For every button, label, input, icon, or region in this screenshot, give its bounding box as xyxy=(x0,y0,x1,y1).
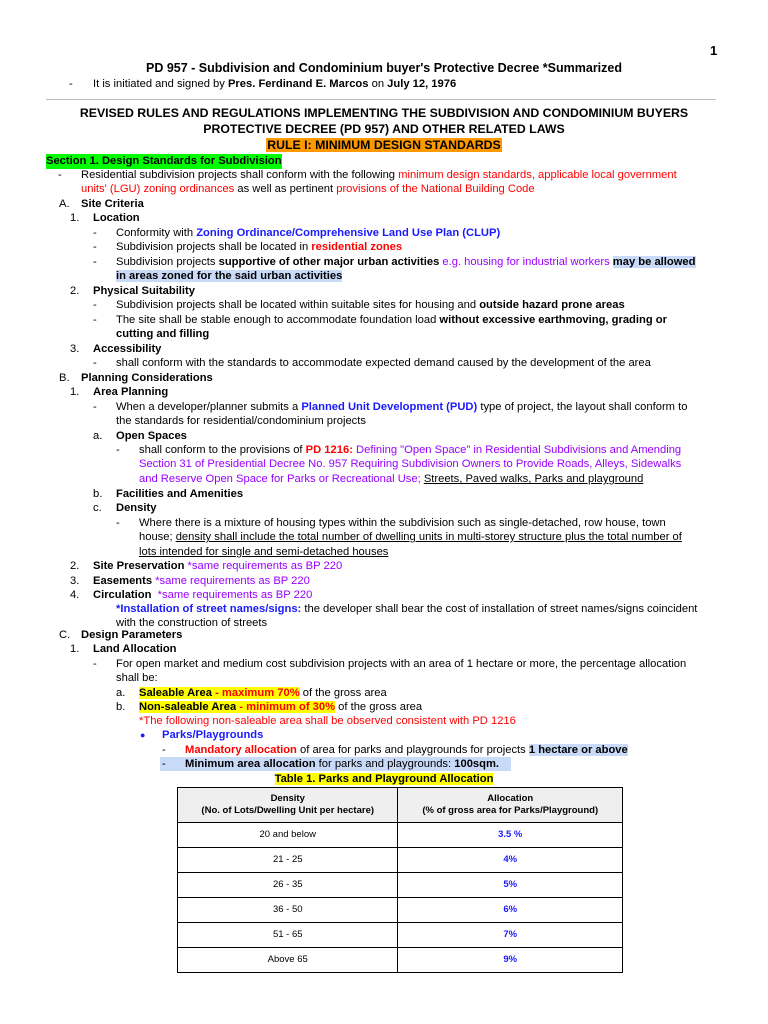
physical-suitability-heading: Physical Suitability xyxy=(93,285,195,297)
table-header-row xyxy=(178,788,623,823)
accessibility-heading: Accessibility xyxy=(93,343,162,355)
allocation-column-header: Allocation (% of gross area for Parks/Playground) xyxy=(398,788,623,823)
table-row xyxy=(178,923,623,948)
table-row xyxy=(178,873,623,898)
density-cell: 26 - 35 xyxy=(178,873,398,898)
heading-line-2: PROTECTIVE DECREE (PD 957) AND OTHER RELATED LAWS xyxy=(203,122,565,136)
bullet: - xyxy=(116,444,120,456)
label-3: 3. xyxy=(70,575,80,587)
section-1-heading: Section 1. Design Standards for Subdivision xyxy=(46,155,282,167)
allocation-cell: 9% xyxy=(398,948,623,973)
open-spaces-heading: Open Spaces xyxy=(116,430,187,442)
parks-item-1: Mandatory allocation of area for parks and playgrounds for projects 1 hectare or above xyxy=(185,744,628,756)
section-1-para-cont: units' (LGU) zoning ordinances as well as pertinent provisions of the National Building Code xyxy=(81,183,535,195)
label-a: a. xyxy=(93,430,103,442)
bullet: - xyxy=(116,517,120,529)
bullet-dot: ● xyxy=(140,730,146,740)
allocation-cell: 4% xyxy=(398,848,623,873)
density-item: Where there is a mixture of housing types within the subdivision such as single-detached, row house, town xyxy=(139,517,666,529)
saleable-area-line: Saleable Area - maximum 70% of the gross area xyxy=(139,687,387,699)
label-b: b. xyxy=(116,701,126,713)
circulation-line: Circulation *same requirements as BP 220 xyxy=(93,589,313,601)
rule-title: RULE I: MINIMUM DESIGN STANDARDS xyxy=(267,138,501,152)
label-4: 4. xyxy=(70,589,80,601)
density-cell: 21 - 25 xyxy=(178,848,398,873)
section-1-para: Residential subdivision projects shall conform with the following minimum design standards, applicable local government xyxy=(81,169,677,181)
label-1: 1. xyxy=(70,643,80,655)
document-title: PD 957 - Subdivision and Condominium buyer's Protective Decree *Summarized xyxy=(145,61,622,75)
area-planning-heading: Area Planning xyxy=(93,386,169,398)
label-C: C. xyxy=(59,629,71,641)
area-planning-item: When a developer/planner submits a Planned Unit Development (PUD) type of project, the layout shall conform to xyxy=(116,401,688,413)
table-title: Table 1. Parks and Playground Allocation xyxy=(274,773,494,785)
label-2: 2. xyxy=(70,560,80,572)
table-row xyxy=(178,848,623,873)
bullet: - xyxy=(93,241,97,253)
density-cell: Above 65 xyxy=(178,948,398,973)
area-planning-item-cont: the standards for residential/condominium projects xyxy=(116,415,366,427)
site-preservation-line: Site Preservation *same requirements as BP 220 xyxy=(93,560,343,572)
street-names-item: *Installation of street names/signs: the developer shall bear the cost of installation of street names/signs coincident xyxy=(116,603,698,615)
heading-line-1: REVISED RULES AND REGULATIONS IMPLEMENTING THE SUBDIVISION AND CONDOMINIUM BUYERS xyxy=(79,106,689,120)
label-a: a. xyxy=(116,687,126,699)
label-1: 1. xyxy=(70,212,80,224)
street-names-item-cont: with the construction of streets xyxy=(116,617,268,629)
allocation-cell: 3.5 % xyxy=(398,823,623,848)
location-item-3-cont: in areas zoned for the said urban activities xyxy=(116,270,343,282)
label-3: 3. xyxy=(70,343,80,355)
bullet: - xyxy=(162,758,166,770)
bullet: - xyxy=(58,169,62,181)
page-number: 1 xyxy=(710,43,718,58)
open-spaces-item-cont-2: and Reserve Open Space for Parks or Recreational Use; Streets, Paved walks, Parks and playground xyxy=(139,473,644,485)
open-spaces-item: shall conform to the provisions of PD 1216: Defining "Open Space" in Residential Subdivisions and Amending xyxy=(139,444,682,456)
land-allocation-item-cont: shall be: xyxy=(116,672,158,684)
planning-considerations-heading: Planning Considerations xyxy=(81,372,213,384)
facilities-heading: Facilities and Amenities xyxy=(116,488,244,500)
label-A: A. xyxy=(59,198,70,210)
table-row xyxy=(178,898,623,923)
density-column-header: Density (No. of Lots/Dwelling Unit per hectare) xyxy=(178,788,398,823)
density-heading: Density xyxy=(116,502,157,514)
open-spaces-item-cont-1: Section 31 of Presidential Decree No. 957 Requiring Subdivision Owners to Provide Roads, Alleys, Sidewalks xyxy=(139,458,682,470)
bullet: - xyxy=(93,299,97,311)
location-item-3: Subdivision projects supportive of other major urban activities e.g. housing for industrial workers may be allowed xyxy=(116,256,696,268)
design-parameters-heading: Design Parameters xyxy=(81,629,183,641)
easements-line: Easements *same requirements as BP 220 xyxy=(93,575,310,587)
density-item-cont-2: lots intended for single and semi-detached houses xyxy=(139,546,389,558)
non-saleable-note: *The following non-saleable area shall be observed consistent with PD 1216 xyxy=(139,715,516,727)
physical-item-2: The site shall be stable enough to accommodate foundation load without excessive earthmoving, grading or xyxy=(116,314,667,326)
allocation-cell: 7% xyxy=(398,923,623,948)
land-allocation-heading: Land Allocation xyxy=(93,643,177,655)
accessibility-item: shall conform with the standards to accommodate expected demand caused by the development of the area xyxy=(116,357,651,369)
table-row xyxy=(178,823,623,848)
divider xyxy=(46,99,716,100)
site-criteria-heading: Site Criteria xyxy=(81,198,144,210)
physical-item-1: Subdivision projects shall be located within suitable sites for housing and outside hazard prone areas xyxy=(116,299,625,311)
location-heading: Location xyxy=(93,212,140,224)
density-cell: 51 - 65 xyxy=(178,923,398,948)
physical-item-2-cont: cutting and filling xyxy=(116,328,210,340)
parks-allocation-table xyxy=(177,787,623,973)
allocation-cell: 6% xyxy=(398,898,623,923)
land-allocation-item: For open market and medium cost subdivision projects with an area of 1 hectare or more, the percentage allocation xyxy=(116,658,687,670)
bullet: - xyxy=(93,256,97,268)
label-b: b. xyxy=(93,488,103,500)
parks-item-2: Minimum area allocation for parks and playgrounds: 100sqm. xyxy=(185,758,500,770)
location-item-1: Conformity with Zoning Ordinance/Comprehensive Land Use Plan (CLUP) xyxy=(116,227,501,239)
non-saleable-area-line: Non-saleable Area - minimum of 30% of the gross area xyxy=(139,701,423,713)
bullet: - xyxy=(162,744,166,756)
density-item-cont: house; density shall include the total number of dwelling units in multi-storey structure plus the total number of xyxy=(139,531,682,543)
parks-heading: Parks/Playgrounds xyxy=(162,729,264,741)
density-cell: 20 and below xyxy=(178,823,398,848)
label-2: 2. xyxy=(70,285,80,297)
bullet: - xyxy=(93,401,97,413)
label-B: B. xyxy=(59,372,70,384)
bullet: - xyxy=(93,357,97,369)
intro-line: It is initiated and signed by Pres. Ferdinand E. Marcos on July 12, 1976 xyxy=(93,78,457,90)
location-item-2: Subdivision projects shall be located in residential zones xyxy=(116,241,403,253)
intro-bullet: - xyxy=(69,78,73,90)
density-cell: 36 - 50 xyxy=(178,898,398,923)
label-1: 1. xyxy=(70,386,80,398)
table-row xyxy=(178,948,623,973)
label-c: c. xyxy=(93,502,102,514)
allocation-cell: 5% xyxy=(398,873,623,898)
bullet: - xyxy=(93,314,97,326)
bullet: - xyxy=(93,227,97,239)
bullet: - xyxy=(93,658,97,670)
